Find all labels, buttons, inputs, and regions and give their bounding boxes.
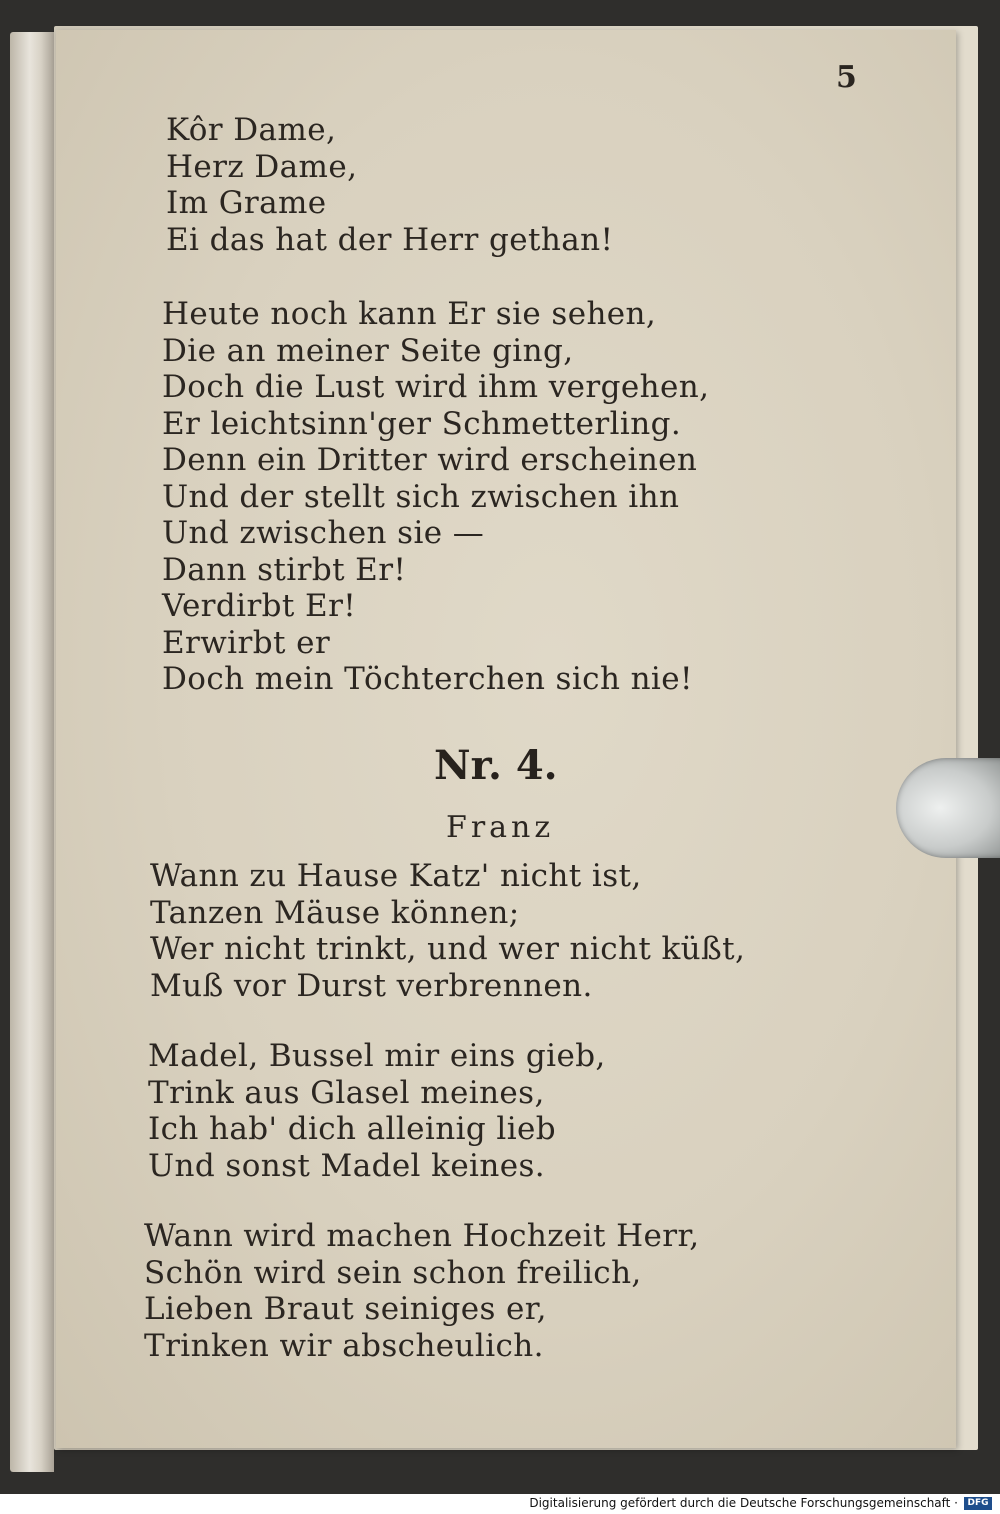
verse-line: Kôr Dame, [166, 112, 337, 148]
verse-line: Denn ein Dritter wird erscheinen [162, 442, 698, 478]
verse-line: Und zwischen sie — [162, 515, 485, 551]
stanza-4 [148, 1038, 606, 1184]
section-heading: Nr. 4. [434, 742, 558, 789]
verse-line: Doch mein Töchterchen sich nie! [162, 661, 693, 697]
verse-line: Trinken wir abscheulich. [144, 1327, 544, 1364]
speaker-name: Franz [446, 810, 555, 845]
verse-line: Dann stirbt Er! [162, 551, 407, 588]
verse-line: Trink aus Glasel meines, [148, 1074, 545, 1111]
verse-line: Herz Dame, [166, 148, 358, 185]
book-spine [10, 32, 54, 1472]
verse-line: Wann zu Hause Katz' nicht ist, [150, 858, 642, 894]
verse-line: Er leichtsinn'ger Schmetterling. [162, 405, 682, 442]
verse-line: Wann wird machen Hochzeit Herr, [144, 1218, 700, 1254]
verse-line: Im Grame [166, 185, 327, 221]
verse-line: Lieben Braut seiniges er, [144, 1291, 547, 1327]
stanza-5 [144, 1218, 700, 1364]
stanza-2 [162, 296, 709, 698]
verse-line: Muß vor Durst verbrennen. [150, 967, 593, 1004]
verse-line: Ei das hat der Herr gethan! [166, 221, 614, 258]
verse-line: Und sonst Madel keines. [148, 1147, 546, 1184]
verse-line: Ich hab' dich alleinig lieb [148, 1111, 557, 1147]
stanza-1 [166, 112, 613, 258]
digitization-credit: Digitalisierung gefördert durch die Deutsche Forschungsgemeinschaft · [529, 1496, 958, 1510]
verse-line: Doch die Lust wird ihm vergehen, [162, 369, 710, 405]
verse-line: Verdirbt Er! [162, 588, 357, 624]
verse-line: Die an meiner Seite ging, [162, 332, 574, 369]
stanza-3 [150, 858, 745, 1004]
verse-line: Wer nicht trinkt, und wer nicht küßt, [150, 931, 746, 967]
page-clip-tab [896, 758, 1000, 858]
verse-line: Schön wird sein schon freilich, [144, 1254, 642, 1291]
dfg-logo: DFG [964, 1497, 992, 1510]
verse-line: Und der stellt sich zwischen ihn [162, 478, 680, 515]
page-number: 5 [836, 60, 857, 95]
verse-line: Erwirbt er [162, 624, 331, 661]
verse-line: Heute noch kann Er sie sehen, [162, 296, 657, 332]
verse-line: Madel, Bussel mir eins gieb, [148, 1038, 606, 1074]
verse-line: Tanzen Mäuse können; [150, 894, 520, 931]
